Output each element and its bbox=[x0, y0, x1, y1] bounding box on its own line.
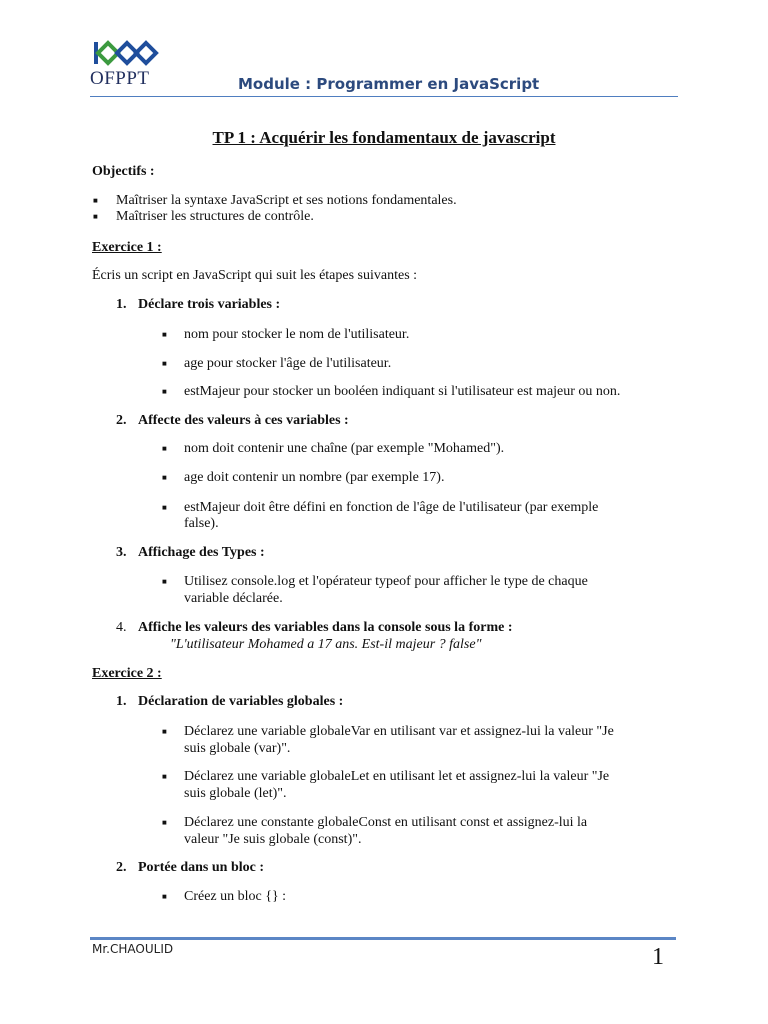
bullet-icon: ■ bbox=[162, 473, 167, 482]
step-bullet: estMajeur pour stocker un booléen indiquant si l'utilisateur est majeur ou non. bbox=[184, 384, 621, 399]
step-bullet: nom doit contenir une chaîne (par exemple "Mohamed"). bbox=[184, 441, 505, 456]
step-title: Affiche les valeurs des variables dans la console sous la forme : bbox=[138, 620, 513, 635]
module-title: Module : Programmer en JavaScript bbox=[238, 75, 540, 93]
step-bullet: age pour stocker l'âge de l'utilisateur. bbox=[184, 356, 392, 371]
bullet-icon: ■ bbox=[93, 196, 98, 205]
step-bullet: estMajeur doit être défini en fonction de l'âge de l'utilisateur (par exemple bbox=[184, 500, 599, 515]
step-bullet: Déclarez une variable globaleVar en utilisant var et assignez-lui la valeur "Je bbox=[184, 724, 614, 739]
step-title: Déclaration de variables globales : bbox=[138, 694, 344, 709]
step-title: Déclare trois variables : bbox=[138, 297, 281, 312]
footer-author: Mr.CHAOULID bbox=[92, 942, 174, 956]
bullet-icon: ■ bbox=[93, 212, 98, 221]
bullet-icon: ■ bbox=[162, 444, 167, 453]
page-number: 1 bbox=[652, 944, 664, 970]
bullet-icon: ■ bbox=[162, 772, 167, 781]
bullet-icon: ■ bbox=[162, 727, 167, 736]
step-number: 1. bbox=[116, 694, 127, 709]
step-bullet-continuation: false). bbox=[184, 516, 219, 531]
bullet-icon: ■ bbox=[162, 387, 167, 396]
output-example: "L'utilisateur Mohamed a 17 ans. Est-il majeur ? false" bbox=[170, 637, 482, 652]
step-bullet: Créez un bloc {} : bbox=[184, 889, 287, 904]
exercise2-heading: Exercice 2 : bbox=[92, 666, 162, 681]
bullet-icon: ■ bbox=[162, 359, 167, 368]
step-number: 1. bbox=[116, 297, 127, 312]
page-title: TP 1 : Acquérir les fondamentaux de javascript bbox=[212, 128, 556, 147]
step-title: Affichage des Types : bbox=[138, 545, 265, 560]
step-number: 2. bbox=[116, 413, 127, 428]
step-bullet-continuation: variable déclarée. bbox=[184, 591, 283, 606]
ofppt-logo-icon bbox=[94, 40, 162, 66]
step-bullet-continuation: valeur "Je suis globale (const)". bbox=[184, 832, 362, 847]
objective-item: Maîtriser la syntaxe JavaScript et ses notions fondamentales. bbox=[116, 193, 457, 208]
bullet-icon: ■ bbox=[162, 818, 167, 827]
bullet-icon: ■ bbox=[162, 892, 167, 901]
footer-divider bbox=[90, 937, 676, 940]
step-bullet-continuation: suis globale (var)". bbox=[184, 741, 291, 756]
objectives-heading: Objectifs : bbox=[92, 164, 155, 179]
header-divider bbox=[90, 96, 678, 97]
bullet-icon: ■ bbox=[162, 330, 167, 339]
logo-text: OFPPT bbox=[90, 68, 150, 89]
step-title: Affecte des valeurs à ces variables : bbox=[138, 413, 349, 428]
step-number: 4. bbox=[116, 620, 127, 635]
bullet-icon: ■ bbox=[162, 503, 167, 512]
ofppt-logo bbox=[90, 40, 190, 96]
objective-item: Maîtriser les structures de contrôle. bbox=[116, 209, 314, 224]
step-title: Portée dans un bloc : bbox=[138, 860, 264, 875]
step-number: 3. bbox=[116, 545, 127, 560]
step-number: 2. bbox=[116, 860, 127, 875]
step-bullet: Utilisez console.log et l'opérateur typeof pour afficher le type de chaque bbox=[184, 574, 588, 589]
exercise1-intro: Écris un script en JavaScript qui suit les étapes suivantes : bbox=[92, 268, 418, 283]
bullet-icon: ■ bbox=[162, 577, 167, 586]
exercise1-heading: Exercice 1 : bbox=[92, 240, 162, 255]
step-bullet: nom pour stocker le nom de l'utilisateur. bbox=[184, 327, 410, 342]
step-bullet: Déclarez une variable globaleLet en utilisant let et assignez-lui la valeur "Je bbox=[184, 769, 610, 784]
step-bullet: age doit contenir un nombre (par exemple 17). bbox=[184, 470, 445, 485]
step-bullet: Déclarez une constante globaleConst en utilisant const et assignez-lui la bbox=[184, 815, 588, 830]
step-bullet-continuation: suis globale (let)". bbox=[184, 786, 287, 801]
